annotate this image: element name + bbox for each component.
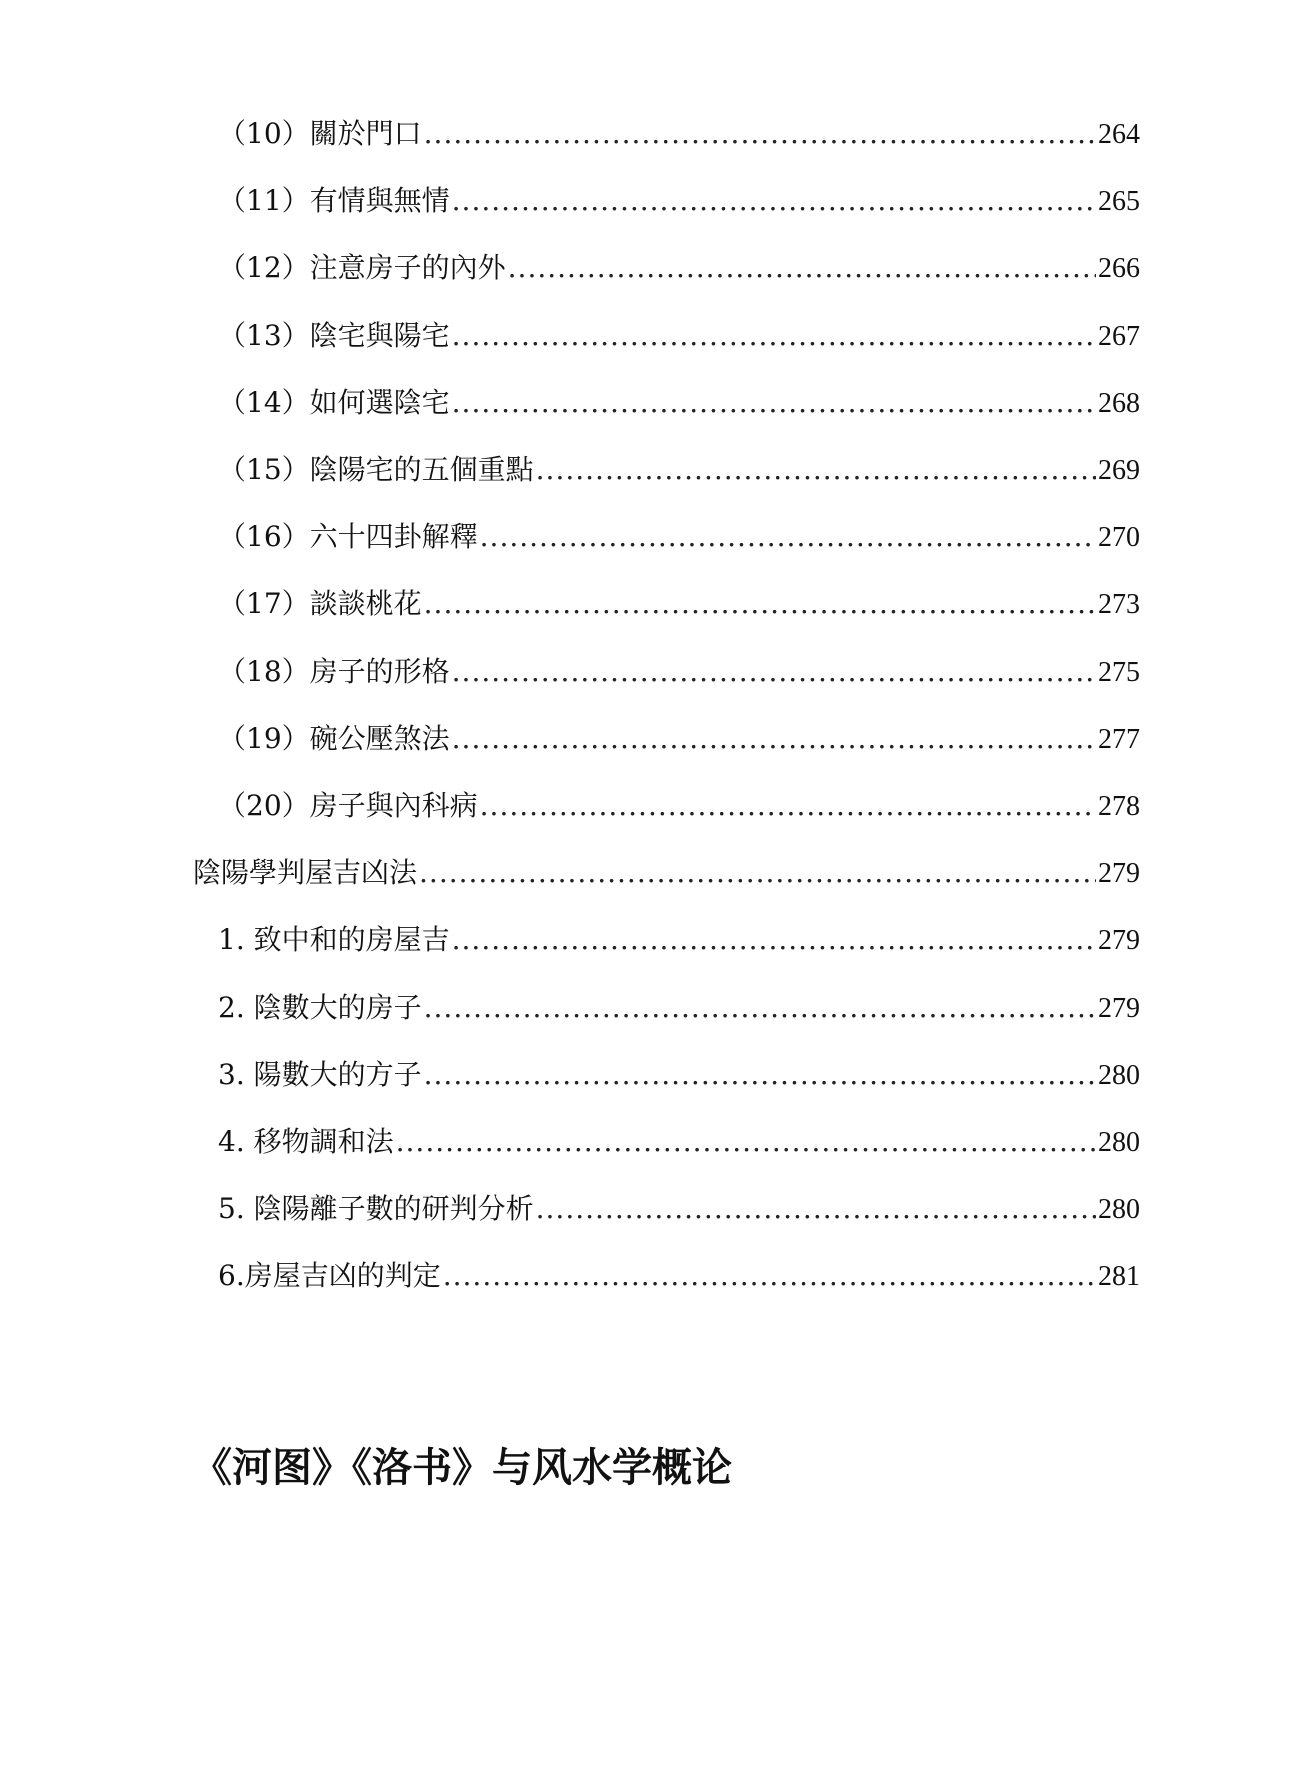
toc-dot-leader [424,988,1096,1028]
toc-page-number: 278 [1098,791,1140,822]
section-heading: 《河图》《洛书》与风水学概论 [192,1444,732,1491]
toc-page-number: 280 [1098,1127,1140,1158]
toc-entry-title: 3. 陽數大的方子 [218,1057,422,1091]
toc-entry[interactable] [218,1189,1140,1229]
toc-dot-leader [452,652,1096,692]
toc-entry-title: （15）陰陽宅的五個重點 [218,453,534,486]
toc-dot-leader [443,1256,1096,1296]
toc-page-number: 279 [1098,858,1140,890]
toc-entry-title: （20）房子與內科病 [218,789,478,822]
toc-page-number: 265 [1098,186,1140,218]
toc-entry-title: 陰陽學判屋吉凶法 [193,856,418,890]
toc-dot-leader [536,450,1096,490]
toc-entry-title: （14）如何選陰宅 [218,385,450,419]
toc-page-number: 280 [1098,1194,1140,1226]
toc-entry[interactable] [218,920,1140,960]
toc-entry[interactable] [218,1256,1140,1296]
toc-page-number: 279 [1098,992,1140,1024]
toc-dot-leader [424,114,1096,154]
toc-entry[interactable] [218,450,1140,490]
toc-page-number: 264 [1098,119,1140,150]
toc-dot-leader [508,248,1096,288]
toc-entry[interactable] [218,114,1140,154]
toc-entry[interactable] [218,248,1140,288]
toc-entry[interactable] [218,786,1140,826]
toc-page-number: 275 [1098,656,1140,688]
toc-dot-leader [424,584,1096,624]
toc-entry-title: （12）注意房子的內外 [218,251,506,285]
toc-dot-leader [419,853,1096,893]
toc-page-number: 281 [1098,1261,1140,1293]
toc-page-number: 273 [1098,589,1140,621]
toc-entry-title: （10）關於門口 [218,117,422,150]
toc-entry-title: 1. 致中和的房屋吉 [218,923,450,957]
toc-entry[interactable] [218,1055,1140,1095]
toc-entry[interactable] [218,383,1140,423]
toc-entry-title: （17）談談桃花 [218,587,422,621]
toc-dot-leader [452,383,1096,423]
toc-page-number: 270 [1098,522,1140,554]
toc-entry[interactable] [218,181,1140,221]
toc-entry[interactable] [218,517,1140,557]
toc-page-number: 268 [1098,387,1140,419]
toc-page-number: 266 [1098,253,1140,285]
toc-entry-title: （19）碗公壓煞法 [218,721,450,755]
toc-entry[interactable] [218,988,1140,1028]
toc-entry[interactable] [218,719,1140,759]
toc-entry-title: （16）六十四卦解釋 [218,520,478,554]
toc-entry-title: 4. 移物調和法 [218,1125,394,1158]
toc-entry-title: 6.房屋吉凶的判定 [218,1259,441,1293]
toc-dot-leader [480,517,1096,557]
toc-dot-leader [452,920,1096,960]
toc-entry[interactable] [218,584,1140,624]
toc-entry-title: 5. 陰陽離子數的研判分析 [218,1192,534,1226]
toc-dot-leader [452,316,1096,356]
toc-dot-leader [396,1122,1096,1162]
toc-page-number: 280 [1098,1059,1140,1091]
toc-dot-leader [424,1055,1096,1095]
toc-entry[interactable] [218,1122,1140,1162]
toc-entry-title: （18）房子的形格 [218,654,450,688]
toc-dot-leader [452,719,1096,759]
toc-page-number: 269 [1098,455,1140,486]
toc-page-number: 277 [1098,723,1140,755]
toc-dot-leader [480,786,1096,826]
toc-dot-leader [452,181,1096,221]
toc-entry[interactable] [218,652,1140,692]
toc-entry-title: （13）陰宅與陽宅 [218,318,450,352]
toc-entry[interactable] [193,853,1140,893]
toc-dot-leader [536,1189,1096,1229]
toc-entry[interactable] [218,316,1140,356]
toc-entry-title: 2. 陰數大的房子 [218,990,422,1024]
toc-page-number: 279 [1098,925,1140,957]
toc-page-number: 267 [1098,320,1140,352]
toc-entry-title: （11）有情與無情 [218,184,450,218]
